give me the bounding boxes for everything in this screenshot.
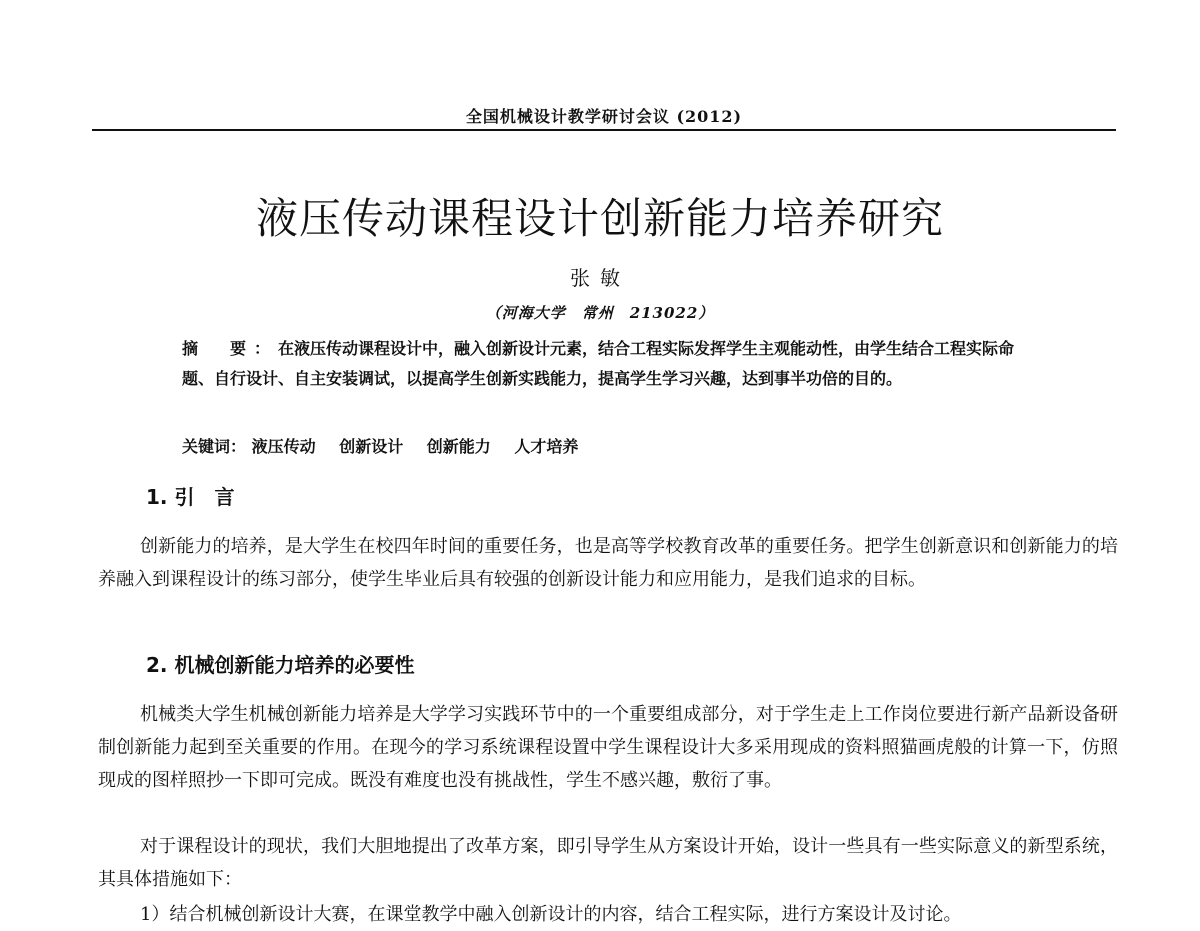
header-rule xyxy=(92,129,1116,131)
section-heading-introduction: 1. 引 言 xyxy=(146,485,235,509)
paper-title: 液压传动课程设计创新能力培养研究 xyxy=(255,194,944,243)
affiliation: （河海大学 常州 213022） xyxy=(485,304,715,322)
keyword: 液压传动 xyxy=(251,437,316,456)
keyword: 人才培养 xyxy=(514,437,579,456)
keyword: 创新设计 xyxy=(339,437,404,456)
keywords xyxy=(182,432,1042,462)
running-header: 全国机械设计教学研讨会议 (2012) xyxy=(465,107,743,126)
abstract-label: 摘 要： xyxy=(182,339,279,358)
paragraph: 对于课程设计的现状，我们大胆地提出了改革方案，即引导学生从方案设计开始，设计一些具有一些实际意义的新型系统，其具体措施如下： xyxy=(98,836,1118,890)
keywords-label: 关键词： xyxy=(182,437,247,456)
keyword: 创新能力 xyxy=(426,437,491,456)
section-heading-necessity: 2. 机械创新能力培养的必要性 xyxy=(146,653,415,677)
paragraph: 机械类大学生机械创新能力培养是大学学习实践环节中的一个重要组成部分，对于学生走上工作岗位要进行新产品新设备研制创新能力起到至关重要的作用。在现今的学习系统课程设置中学生课程设计大多采用现成的资料照猫画虎般的计算一下，仿照现成的图样照抄一下即可完成。既没有难度也没有挑战性，学生不感兴趣，敷衍了事。 xyxy=(98,704,1118,791)
author-name: 张敏 xyxy=(570,266,630,290)
paragraph: 创新能力的培养，是大学生在校四年时间的重要任务，也是高等学校教育改革的重要任务。把学生创新意识和创新能力的培养融入到课程设计的练习部分，使学生毕业后具有较强的创新设计能力和应用能力，是我们追求的目标。 xyxy=(98,536,1118,590)
abstract-text: 在液压传动课程设计中，融入创新设计元素，结合工程实际发挥学生主观能动性，由学生结合工程实际命题、自行设计、自主安装调试，以提高学生创新实践能力，提高学生学习兴趣，达到事半功倍的目的。 xyxy=(182,339,1015,388)
paragraph: 1）结合机械创新设计大赛，在课堂教学中融入创新设计的内容，结合工程实际，进行方案设计及讨论。 xyxy=(140,904,962,925)
abstract xyxy=(182,334,1042,394)
